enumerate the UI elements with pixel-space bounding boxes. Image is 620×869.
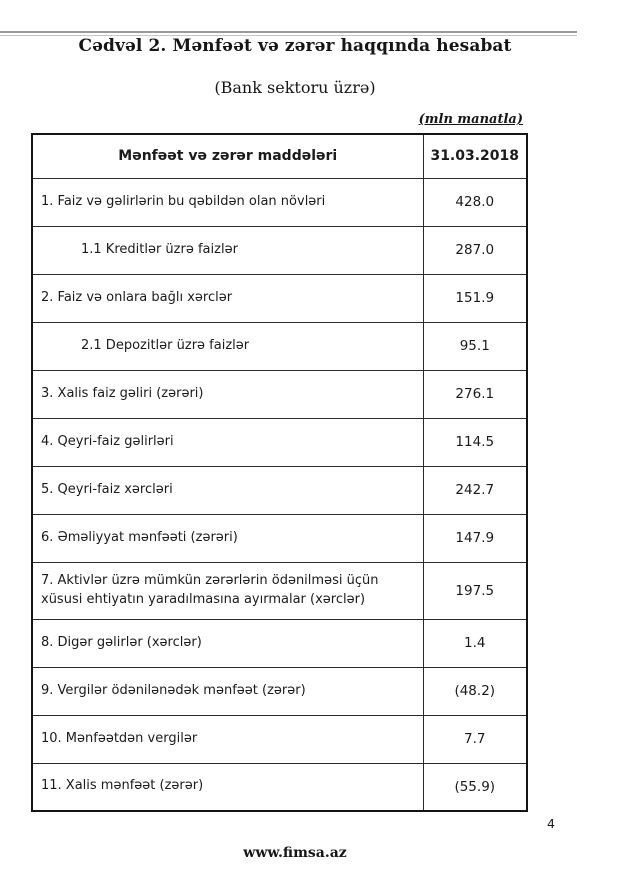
row-value: 7.7: [423, 715, 527, 763]
row-value: 197.5: [423, 562, 527, 619]
footer-url: www.fimsa.az: [243, 845, 347, 861]
table-row: [32, 514, 527, 562]
row-label: 4. Qeyri-faiz gəlirləri: [32, 418, 423, 466]
table-row: [32, 178, 527, 226]
row-label: 11. Xalis mənfəət (zərər): [32, 763, 423, 811]
row-label: 5. Qeyri-faiz xərcləri: [32, 466, 423, 514]
row-value: 428.0: [423, 178, 527, 226]
table-row: [32, 226, 527, 274]
row-value: 276.1: [423, 370, 527, 418]
row-label: 10. Mənfəətdən vergilər: [32, 715, 423, 763]
row-label: 7. Aktivlər üzrə mümkün zərərlərin ödənilməsi üçün xüsusi ehtiyatın yaradılmasına ayırmalar (xərclər): [32, 562, 423, 619]
column-header-date: 31.03.2018: [423, 134, 527, 178]
table-row: [32, 370, 527, 418]
table-row: [32, 667, 527, 715]
row-label: 2. Faiz və onlara bağlı xərclər: [32, 274, 423, 322]
row-value: 287.0: [423, 226, 527, 274]
row-value: 151.9: [423, 274, 527, 322]
row-label: 3. Xalis faiz gəliri (zərəri): [32, 370, 423, 418]
row-label: 8. Digər gəlirlər (xərclər): [32, 619, 423, 667]
row-value: 1.4: [423, 619, 527, 667]
table-row: [32, 418, 527, 466]
unit-note: (mln manatla): [418, 112, 523, 127]
table-row: [32, 619, 527, 667]
row-value: 95.1: [423, 322, 527, 370]
profit-loss-table: [31, 133, 528, 812]
row-label: 6. Əməliyyat mənfəəti (zərəri): [32, 514, 423, 562]
row-value: 147.9: [423, 514, 527, 562]
table-row: [32, 715, 527, 763]
row-value: (55.9): [423, 763, 527, 811]
table-row: [32, 466, 527, 514]
table-row: [32, 322, 527, 370]
page-number: 4: [547, 816, 555, 831]
row-value: 114.5: [423, 418, 527, 466]
column-header-items: Mənfəət və zərər maddələri: [32, 134, 423, 178]
row-label: 9. Vergilər ödənilənədək mənfəət (zərər): [32, 667, 423, 715]
table-row: [32, 274, 527, 322]
page-title: Cədvəl 2. Mənfəət və zərər haqqında hesabat: [78, 36, 512, 56]
table-row: [32, 763, 527, 811]
row-value: (48.2): [423, 667, 527, 715]
table-row: [32, 562, 527, 619]
row-label: 1. Faiz və gəlirlərin bu qəbildən olan növləri: [32, 178, 423, 226]
row-label: 1.1 Kreditlər üzrə faizlər: [32, 226, 423, 274]
row-label: 2.1 Depozitlər üzrə faizlər: [32, 322, 423, 370]
row-value: 242.7: [423, 466, 527, 514]
table-header-row: [32, 134, 527, 178]
page-subtitle: (Bank sektoru üzrə): [214, 78, 376, 97]
